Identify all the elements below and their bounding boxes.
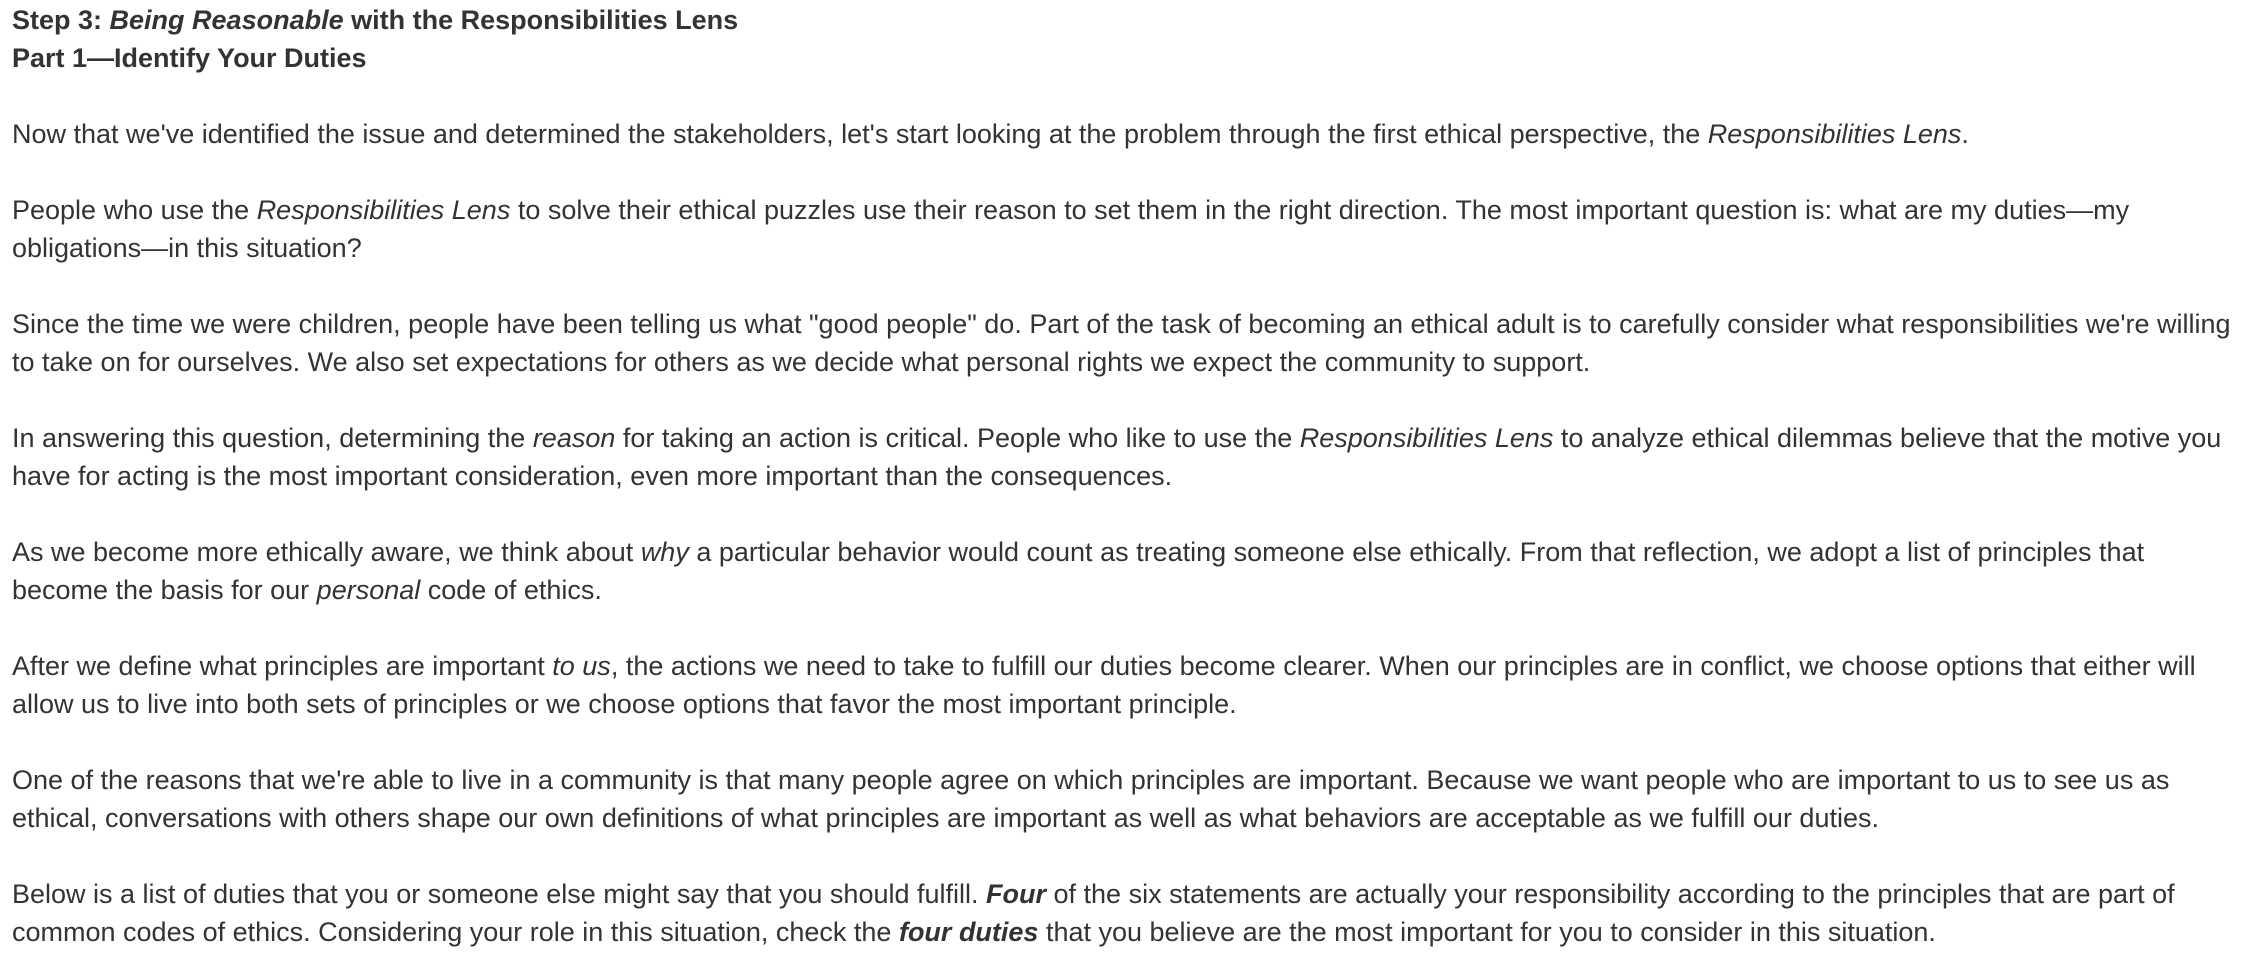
paragraph-responsibilities-lens: People who use the Responsibilities Lens to solve their ethical puzzles use their reason to set them in the right direction. The most important question is: what are my duties—my obligations—in this situation? [12, 195, 2130, 263]
paragraph-community: One of the reasons that we're able to live in a community is that many people agree on which principles are important. Because we want people who are important to us to see us as ethical, conversations with others shape our own definitions of what principles are important as well as what behaviors are acceptable as we fulfill our duties. [12, 765, 2170, 833]
paragraph-intro: Now that we've identified the issue and determined the stakeholders, let's start looking at the problem through the first ethical perspective, the Responsibilities Lens. [12, 119, 1969, 149]
paragraph-ethically-aware: As we become more ethically aware, we think about why a particular behavior would count as treating someone else ethically. From that reflection, we adopt a list of principles that become the basis for our personal code of ethics. [12, 537, 2145, 605]
document-body [0, 1, 2246, 951]
part-heading: Part 1—Identify Your Duties [12, 43, 367, 73]
paragraph-duties-instructions: Below is a list of duties that you or someone else might say that you should fulfill. Four of the six statements are actually your responsibility according to the principles that are part of common codes of ethics. Considering your role in this situation, check the four duties that you believe are the most important for you to consider in this situation. [12, 879, 2175, 947]
paragraph-good-people: Since the time we were children, people have been telling us what "good people" do. Part of the task of becoming an ethical adult is to carefully consider what responsibilities we're willing to take on for ourselves. We also set expectations for others as we decide what personal rights we expect the community to support. [12, 309, 2231, 377]
paragraph-principles: After we define what principles are important to us, the actions we need to take to fulfill our duties become clearer. When our principles are in conflict, we choose options that either will allow us to live into both sets of principles or we choose options that favor the most important principle. [12, 651, 2196, 719]
step-heading: Step 3: Being Reasonable with the Responsibilities Lens [12, 5, 739, 35]
paragraph-reason: In answering this question, determining the reason for taking an action is critical. People who like to use the Responsibilities Lens to analyze ethical dilemmas believe that the motive you have for acting is the most important consideration, even more important than the consequences. [12, 423, 2222, 491]
